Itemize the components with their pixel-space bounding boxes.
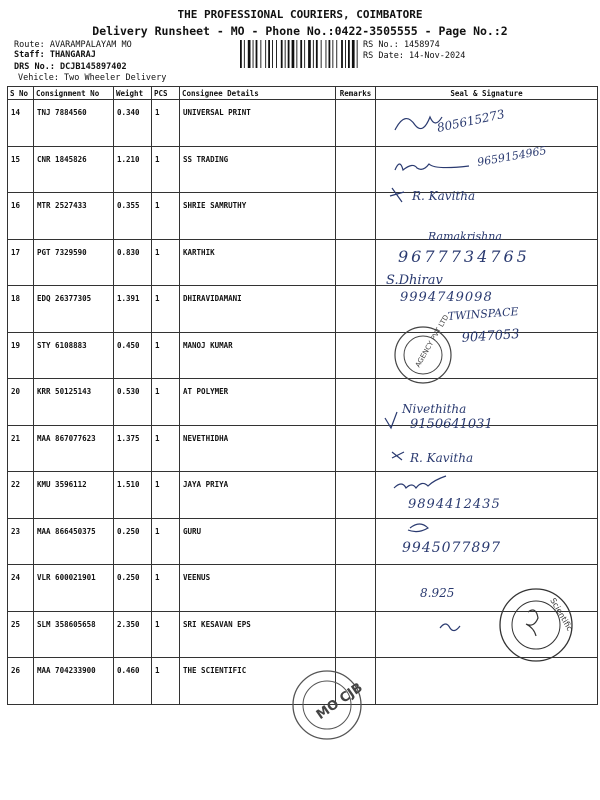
row-weight: 1.210 [114, 146, 152, 193]
barcode-bar [268, 40, 270, 68]
barcode-bar [253, 40, 254, 68]
row-consignment: MTR 2527433 [34, 193, 114, 240]
row-remarks [336, 239, 376, 286]
runsheet-table [7, 86, 598, 705]
row-sno: 21 [8, 425, 34, 472]
row-weight: 0.250 [114, 565, 152, 612]
row-weight: 0.530 [114, 379, 152, 426]
barcode-bar [288, 40, 290, 68]
row-sno: 17 [8, 239, 34, 286]
row-weight: 0.340 [114, 100, 152, 147]
col-sno: S No [8, 87, 34, 100]
row-signature [376, 379, 598, 426]
row-pcs: 1 [152, 100, 180, 147]
barcode-bar [240, 40, 242, 68]
col-remarks: Remarks [336, 87, 376, 100]
row-remarks [336, 425, 376, 472]
table-row [8, 286, 598, 333]
handwriting-r14: 805615273 [435, 106, 506, 135]
barcode-bar [260, 40, 261, 68]
table-row [8, 518, 598, 565]
table-row [8, 425, 598, 472]
row-consignment: VLR 600021901 [34, 565, 114, 612]
row-sno: 25 [8, 611, 34, 658]
row-consignee: JAYA PRIYA [180, 472, 336, 519]
barcode-bar [332, 40, 333, 68]
agency-stamp-text: AGENCY PVT LTD [413, 313, 451, 369]
row-consignee: AT POLYMER [180, 379, 336, 426]
vehicle-label: Vehicle: Two Wheeler Delivery [18, 73, 167, 83]
row-sno: 26 [8, 658, 34, 705]
row-pcs: 1 [152, 146, 180, 193]
row-signature [376, 472, 598, 519]
table-row [8, 565, 598, 612]
row-signature [376, 425, 598, 472]
row-sno: 14 [8, 100, 34, 147]
barcode-bar [316, 40, 318, 68]
row-sno: 18 [8, 286, 34, 333]
barcode-bar [276, 40, 277, 68]
row-weight: 0.450 [114, 332, 152, 379]
table-row [8, 658, 598, 705]
scientific-stamp-text: Scientific [548, 596, 575, 633]
barcode-bar [281, 40, 283, 68]
row-consignee: KARTHIK [180, 239, 336, 286]
row-signature [376, 332, 598, 379]
row-remarks [336, 658, 376, 705]
barcode-bar [285, 40, 286, 68]
table-header-row [8, 87, 598, 100]
row-signature [376, 239, 598, 286]
rs-no-label: RS No.: 1458974 [363, 40, 440, 50]
barcode-bar [296, 40, 297, 68]
barcode-bar [265, 40, 266, 68]
row-remarks [336, 332, 376, 379]
row-weight: 1.510 [114, 472, 152, 519]
row-consignee: SS TRADING [180, 146, 336, 193]
row-consignment: STY 6108883 [34, 332, 114, 379]
barcode-bar [308, 40, 311, 68]
row-consignment: TNJ 7884560 [34, 100, 114, 147]
row-pcs: 1 [152, 611, 180, 658]
barcode-bar [352, 40, 355, 68]
handwriting-r17a: Ramakrishna [428, 230, 502, 243]
row-pcs: 1 [152, 193, 180, 240]
row-sno: 19 [8, 332, 34, 379]
table-row [8, 239, 598, 286]
barcode-bar [244, 40, 245, 68]
barcode-bar [329, 40, 331, 68]
handwriting-r25: 8.925 [420, 586, 455, 600]
row-consignee: VEENUS [180, 565, 336, 612]
row-sno: 16 [8, 193, 34, 240]
row-sno: 24 [8, 565, 34, 612]
row-sno: 20 [8, 379, 34, 426]
barcode-bar [326, 40, 327, 68]
row-remarks [336, 286, 376, 333]
rs-date-label: RS Date: 14-Nov-2024 [363, 51, 466, 61]
row-consignee: SHRIE SAMRUTHY [180, 193, 336, 240]
handwriting-r22: R. Kavitha [410, 451, 474, 465]
col-pcs: PCS [152, 87, 180, 100]
barcode-bar [348, 40, 350, 68]
handwriting-r21a: Nivethitha [402, 402, 467, 416]
row-weight: 0.250 [114, 518, 152, 565]
row-pcs: 1 [152, 286, 180, 333]
row-consignment: KRR 50125143 [34, 379, 114, 426]
barcode-bar [292, 40, 295, 68]
row-signature [376, 518, 598, 565]
row-consignee: UNIVERSAL PRINT [180, 100, 336, 147]
row-remarks [336, 518, 376, 565]
barcode [240, 40, 358, 68]
row-consignment: SLM 358605658 [34, 611, 114, 658]
row-pcs: 1 [152, 518, 180, 565]
barcode-bar [336, 40, 337, 68]
table-row [8, 146, 598, 193]
row-weight: 1.375 [114, 425, 152, 472]
row-remarks [336, 193, 376, 240]
row-consignment: MAA 866450375 [34, 518, 114, 565]
row-consignment: MAA 867077623 [34, 425, 114, 472]
row-weight: 0.830 [114, 239, 152, 286]
row-pcs: 1 [152, 472, 180, 519]
barcode-bar [341, 40, 343, 68]
barcode-bar [248, 40, 251, 68]
barcode-bar [345, 40, 346, 68]
row-pcs: 1 [152, 565, 180, 612]
table-row [8, 193, 598, 240]
row-remarks [336, 146, 376, 193]
row-consignee: GURU [180, 518, 336, 565]
row-signature [376, 611, 598, 658]
col-consignment: Consignment No [34, 87, 114, 100]
handwriting-r24: 9945077897 [402, 540, 502, 556]
row-consignee: NEVETHIDHA [180, 425, 336, 472]
row-signature [376, 565, 598, 612]
row-sno: 23 [8, 518, 34, 565]
handwriting-r19b: 9047053 [461, 326, 521, 346]
handwriting-r15: 9659154965 [476, 143, 548, 169]
runsheet-title: THE PROFESSIONAL COURIERS, COIMBATORE [177, 8, 423, 21]
row-consignment: CNR 1845826 [34, 146, 114, 193]
drs-label: DRS No.: DCJB145897402 [14, 62, 127, 72]
runsheet-subtitle: Delivery Runsheet - MO - Phone No.:0422-3505555 - Page No.:2 [92, 24, 508, 38]
barcode-bar [357, 40, 358, 68]
handwriting-r18a: S.Dhirav [386, 273, 443, 288]
handwriting-r21b: 9150641031 [410, 417, 493, 432]
row-signature [376, 143, 598, 193]
row-signature [376, 193, 598, 240]
table-row [8, 472, 598, 519]
row-signature [376, 286, 598, 333]
barcode-bar [272, 40, 273, 68]
row-remarks [336, 472, 376, 519]
row-signature [376, 100, 598, 147]
col-weight: Weight [114, 87, 152, 100]
mo-cjb-stamp-text: MO CJB [313, 680, 366, 723]
handwriting-r16: R. Kavitha [412, 189, 476, 203]
row-consignment: MAA 704233900 [34, 658, 114, 705]
table-row [8, 100, 598, 147]
route-label: Route: AVARAMPALAYAM MO [14, 40, 132, 50]
row-remarks [336, 565, 376, 612]
table-row [8, 332, 598, 379]
row-consignee: THE SCIENTIFIC [180, 658, 336, 705]
handwriting-r17b: 9677734765 [398, 247, 530, 266]
row-remarks [336, 611, 376, 658]
handwriting-r23: 9894412435 [408, 497, 501, 512]
row-remarks [336, 379, 376, 426]
row-pcs: 1 [152, 658, 180, 705]
table-row [8, 611, 598, 658]
staff-label: Staff: THANGARAJ [14, 50, 96, 60]
handwriting-r18b: 9994749098 [400, 290, 493, 305]
row-pcs: 1 [152, 332, 180, 379]
col-signature: Seal & Signature [376, 87, 598, 100]
row-consignee: DHIRAVIDAMANI [180, 286, 336, 333]
row-consignment: PGT 7329590 [34, 239, 114, 286]
row-weight: 2.350 [114, 611, 152, 658]
row-sno: 15 [8, 146, 34, 193]
row-weight: 1.391 [114, 286, 152, 333]
row-pcs: 1 [152, 239, 180, 286]
barcode-bar [304, 40, 305, 68]
row-remarks [336, 100, 376, 147]
barcode-bar [321, 40, 322, 68]
row-signature [376, 658, 598, 705]
col-consignee: Consignee Details [180, 87, 336, 100]
row-pcs: 1 [152, 379, 180, 426]
handwriting-r19a: TWINSPACE [447, 305, 519, 323]
row-consignee: SRI KESAVAN EPS [180, 611, 336, 658]
row-weight: 0.355 [114, 193, 152, 240]
barcode-bar [313, 40, 314, 68]
row-consignment: KMU 3596112 [34, 472, 114, 519]
table-row [8, 379, 598, 426]
row-consignment: EDQ 26377305 [34, 286, 114, 333]
row-weight: 0.460 [114, 658, 152, 705]
row-pcs: 1 [152, 425, 180, 472]
barcode-bar [256, 40, 258, 68]
row-consignee: MANOJ KUMAR [180, 332, 336, 379]
row-sno: 22 [8, 472, 34, 519]
barcode-bar [300, 40, 302, 68]
